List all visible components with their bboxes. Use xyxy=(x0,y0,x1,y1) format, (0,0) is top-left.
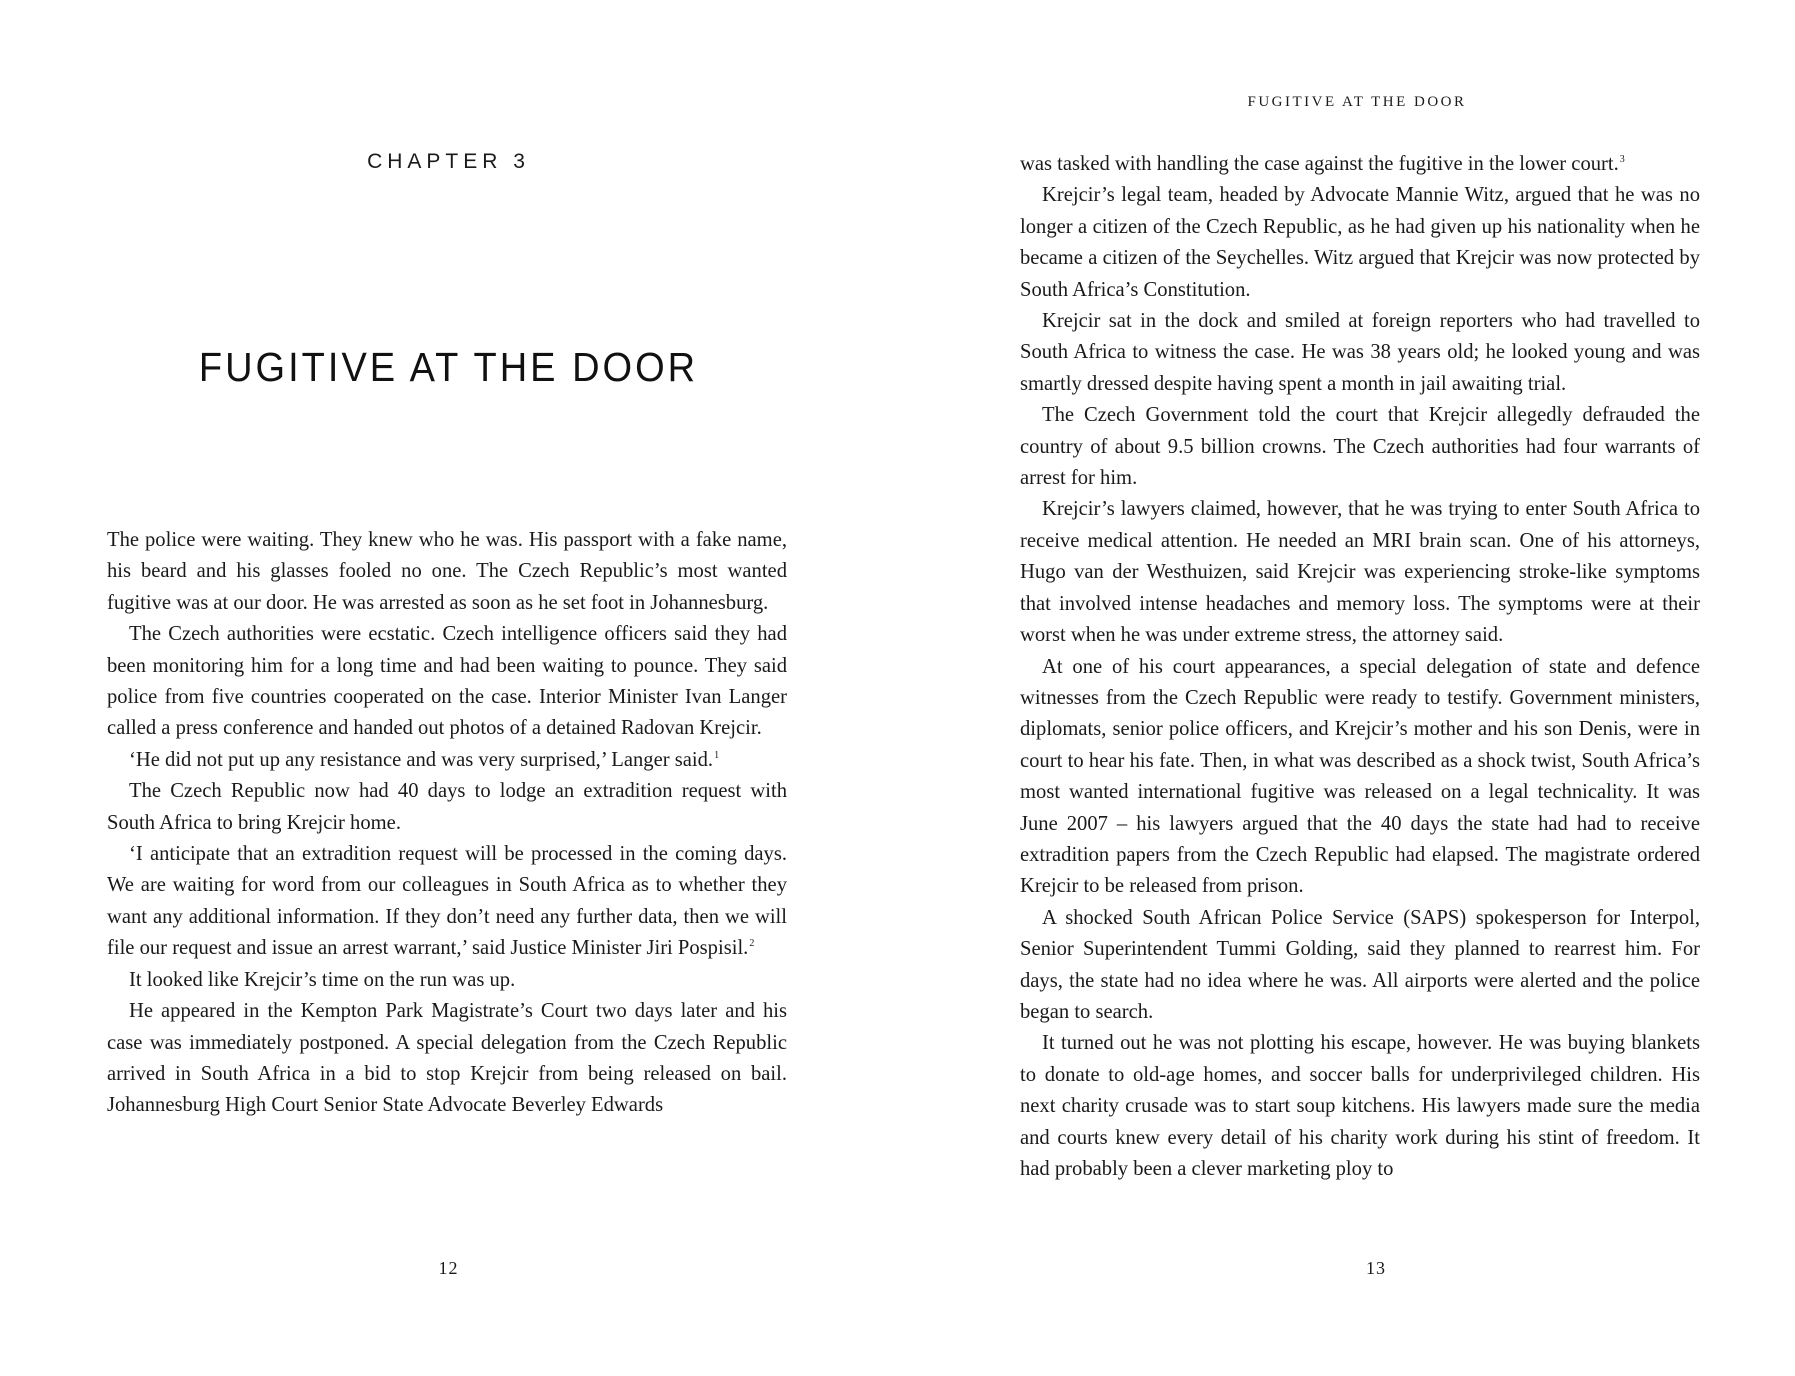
left-page xyxy=(0,0,897,1376)
paragraph: The police were waiting. They knew who he was. His passport with a fake name, his beard and his glasses fooled no one. The Czech Republic’s most wanted fugitive was at our door. He was arrested as soon as he set foot in Johannesburg. xyxy=(107,529,787,614)
footnote-marker: 2 xyxy=(749,938,755,950)
left-body-text xyxy=(107,525,787,1122)
paragraph: ‘He did not put up any resistance and was very surprised,’ Langer said.$^1$ xyxy=(129,748,720,771)
paragraph: Krejcir’s lawyers claimed, however, that he was trying to enter South Africa to receive medical attention. He needed an MRI brain scan. One of his attorneys, Hugo van der Westhuizen, said Krejcir was experiencing stroke-like symptoms that involved intense headaches and memory loss. The symptoms were at their worst when he was under extreme stress, the attorney said. xyxy=(1020,498,1700,647)
paragraph: He appeared in the Kempton Park Magistrate’s Court two days later and his case was immediately postponed. A special delegation from the Czech Republic arrived in South Africa in a bid to stop Krejcir from being released on bail. Johannesburg High Court Senior State Advocate Beverley Edwards xyxy=(107,1000,787,1117)
paragraph: was tasked with handling the case against the fugitive in the lower court.$^3$ xyxy=(1020,153,1625,175)
page-number: 13 xyxy=(1366,1258,1386,1278)
paragraph: ‘I anticipate that an extradition request will be processed in the coming days. We are waiting for word from our colleagues in South Africa as to whether they want any additional information. If they don’t need any further data, then we will file our request and issue an arrest warrant,’ said Justice Minister Jiri Pospisil.$^2$ xyxy=(107,843,787,960)
paragraph: The Czech Government told the court that Krejcir allegedly defrauded the country of about 9.5 billion crowns. The Czech authorities had four warrants of arrest for him. xyxy=(1020,404,1700,490)
chapter-title: FUGITIVE AT THE DOOR xyxy=(198,345,699,392)
page-number: 12 xyxy=(438,1258,459,1278)
paragraph: At one of his court appearances, a special delegation of state and defence witnesses from the Czech Republic were ready to testify. Government ministers, diplomats, senior police officers, and Krejcir’s mother and his son Denis, were in court to hear his fate. Then, in what was described as a shock twist, South Africa’s most wanted international fugitive was released on a legal technicality. It was June 2007 – his lawyers argued that the 40 days the state had had to receive extradition papers from the Czech Republic had elapsed. The magistrate ordered Krejcir to be released from prison. xyxy=(1020,655,1700,898)
right-body-text xyxy=(1020,149,1700,1185)
footnote-marker: 3 xyxy=(1619,154,1625,166)
paragraph: The Czech Republic now had 40 days to lodge an extradition request with South Africa to bring Krejcir home. xyxy=(107,780,787,834)
footnote-marker: 1 xyxy=(714,749,720,761)
paragraph: It turned out he was not plotting his escape, however. He was buying blankets to donate to old-age homes, and soccer balls for underprivileged children. His next charity crusade was to start soup kitchens. His lawyers made sure the media and courts knew every detail of his charity work during his stint of freedom. It had probably been a clever marketing ploy to xyxy=(1020,1032,1700,1180)
chapter-label: CHAPTER 3 xyxy=(367,150,530,173)
running-head: FUGITIVE AT THE DOOR xyxy=(1247,94,1467,110)
paragraph: A shocked South African Police Service (SAPS) spokesperson for Interpol, Senior Superintendent Tummi Golding, said they planned to rearrest him. For days, the state had no idea where he was. All airports were alerted and the police began to search. xyxy=(1020,906,1700,1023)
paragraph: It looked like Krejcir’s time on the run was up. xyxy=(129,968,516,991)
paragraph: The Czech authorities were ecstatic. Czech intelligence officers said they had been monitoring him for a long time and had been waiting to pounce. They said police from five countries cooperated on the case. Interior Minister Ivan Langer called a press conference and handed out photos of a detained Radovan Krejcir. xyxy=(107,623,787,740)
right-page xyxy=(897,0,1795,1376)
paragraph: Krejcir sat in the dock and smiled at foreign reporters who had travelled to South Africa to witness the case. He was 38 years old; he looked young and was smartly dressed despite having spent a month in jail awaiting trial. xyxy=(1020,310,1700,395)
paragraph: Krejcir’s legal team, headed by Advocate Mannie Witz, argued that he was no longer a citizen of the Czech Republic, as he had given up his nationality when he became a citizen of the Seychelles. Witz argued that Krejcir was now protected by South Africa’s Constitution. xyxy=(1020,184,1700,301)
